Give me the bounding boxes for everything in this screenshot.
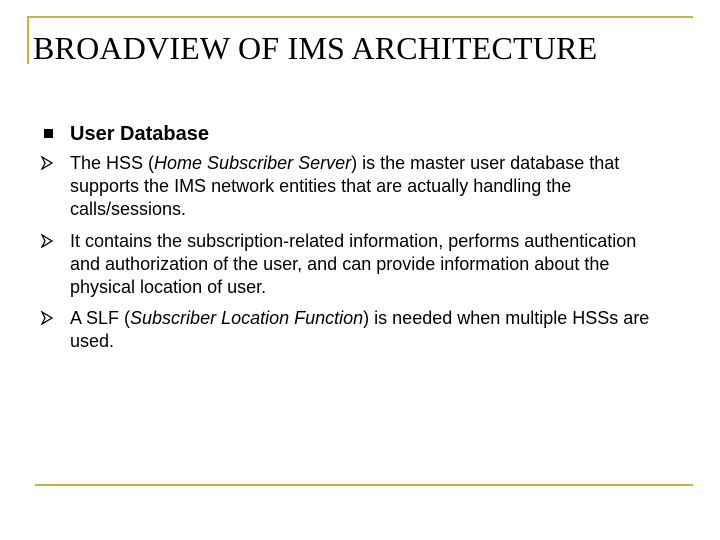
bullet-text: ) is needed when multiple HSSs are used. [70,308,650,351]
bullet-italic-term: Home Subscriber Server [154,153,352,173]
arrowhead-bullet-icon [40,156,56,172]
bullet-text: It contains the subscription-related information, performs authentication and authorization of the user, and can provide information about the physical location of user. [70,231,637,297]
square-bullet-icon [44,129,53,138]
title-rule-left [27,16,29,64]
bullet-text: A SLF ( [70,308,131,328]
bullet-item-subscription [70,230,670,299]
bullet-italic-term: Subscriber Location Function [130,308,364,328]
section-heading: User Database [70,123,209,145]
bullet-text: ) is the master user database that supports the IMS network entities that are actually handling the calls/sessions. [70,153,620,219]
arrowhead-bullet-icon [40,234,56,250]
footer-rule [35,484,693,486]
title-rule-top [27,16,693,18]
bullet-text: The HSS ( [70,153,155,173]
bullet-item-slf [70,307,670,353]
bullet-item-hss [70,152,670,221]
slide-title: BROADVIEW OF IMS ARCHITECTURE [33,30,598,66]
arrowhead-bullet-icon [40,311,56,327]
